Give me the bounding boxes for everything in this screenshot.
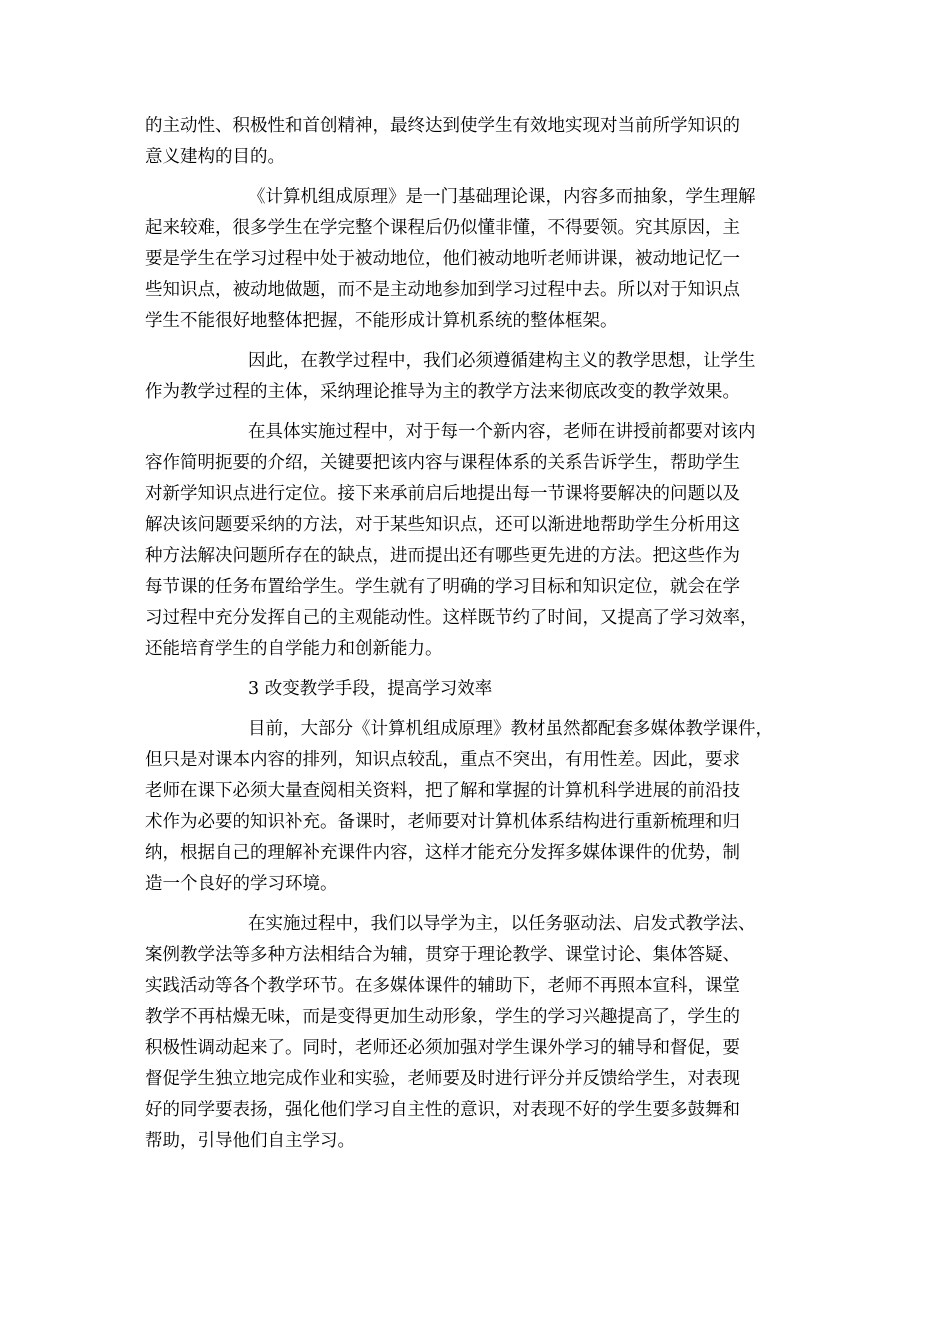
text-line: 督促学生独立地完成作业和实验，老师要及时进行评分并反馈给学生，对表现 xyxy=(145,1069,740,1089)
document-body xyxy=(145,111,810,1157)
text-line: 好的同学要表扬，强化他们学习自主性的意识，对表现不好的学生要多鼓舞和 xyxy=(145,1100,740,1120)
section-title: 3 改变教学手段，提高学习效率 xyxy=(248,679,493,699)
text-line: 意义建构的目的。 xyxy=(145,147,285,167)
paragraph-6 xyxy=(145,909,810,1157)
text-line: 造一个良好的学习环境。 xyxy=(145,874,338,894)
text-line: 些知识点，被动地做题，而不是主动地参加到学习过程中去。所以对于知识点 xyxy=(145,280,740,300)
text-line: 积极性调动起来了。同时，老师还必须加强对学生课外学习的辅导和督促，要 xyxy=(145,1038,740,1058)
paragraph-2 xyxy=(145,182,810,337)
text-line: 在具体实施过程中，对于每一个新内容，老师在讲授前都要对该内 xyxy=(248,422,756,442)
text-line: 解决该问题要采纳的方法，对于某些知识点，还可以渐进地帮助学生分析用这 xyxy=(145,515,740,535)
paragraph-3 xyxy=(145,346,810,408)
text-line: 实践活动等各个教学环节。在多媒体课件的辅助下，老师不再照本宣科，课堂 xyxy=(145,976,740,996)
text-line: 对新学知识点进行定位。接下来承前启后地提出每一节课将要解决的问题以及 xyxy=(145,484,740,504)
paragraph-1 xyxy=(145,111,810,173)
text-line: 《计算机组成原理》是一门基础理论课，内容多而抽象，学生理解 xyxy=(248,187,756,207)
text-line: 作为教学过程的主体，采纳理论推导为主的教学方法来彻底改变的教学效果。 xyxy=(145,382,740,402)
text-line: 但只是对课本内容的排列，知识点较乱，重点不突出，有用性差。因此，要求 xyxy=(145,750,740,770)
text-line: 容作简明扼要的介绍，关键要把该内容与课程体系的关系告诉学生，帮助学生 xyxy=(145,453,740,473)
text-line: 学生不能很好地整体把握，不能形成计算机系统的整体框架。 xyxy=(145,311,618,331)
text-line: 的主动性、积极性和首创精神，最终达到使学生有效地实现对当前所学知识的 xyxy=(145,116,740,136)
text-line: 种方法解决问题所存在的缺点，进而提出还有哪些更先进的方法。把这些作为 xyxy=(145,546,740,566)
text-line: 因此，在教学过程中，我们必须遵循建构主义的教学思想，让学生 xyxy=(248,351,756,371)
paragraph-5 xyxy=(145,714,810,900)
text-line: 习过程中充分发挥自己的主观能动性。这样既节约了时间，又提高了学习效率， xyxy=(145,608,758,628)
text-line: 起来较难，很多学生在学完整个课程后仍似懂非懂，不得要领。究其原因，主 xyxy=(145,218,740,238)
text-line: 在实施过程中，我们以导学为主，以任务驱动法、启发式教学法、 xyxy=(248,914,756,934)
text-line: 纳，根据自己的理解补充课件内容，这样才能充分发挥多媒体课件的优势，制 xyxy=(145,843,740,863)
section-heading xyxy=(145,674,810,705)
text-line: 每节课的任务布置给学生。学生就有了明确的学习目标和知识定位，就会在学 xyxy=(145,577,740,597)
text-line: 要是学生在学习过程中处于被动地位，他们被动地听老师讲课，被动地记忆一 xyxy=(145,249,740,269)
text-line: 教学不再枯燥无味，而是变得更加生动形象，学生的学习兴趣提高了，学生的 xyxy=(145,1007,740,1027)
text-line: 案例教学法等多种方法相结合为辅，贯穿于理论教学、课堂讨论、集体答疑、 xyxy=(145,945,740,965)
text-line: 术作为必要的知识补充。备课时，老师要对计算机体系结构进行重新梳理和归 xyxy=(145,812,740,832)
paragraph-4 xyxy=(145,417,810,665)
text-line: 目前，大部分《计算机组成原理》教材虽然都配套多媒体教学课件， xyxy=(248,719,773,739)
text-line: 帮助，引导他们自主学习。 xyxy=(145,1131,355,1151)
text-line: 还能培育学生的自学能力和创新能力。 xyxy=(145,639,443,659)
text-line: 老师在课下必须大量查阅相关资料，把了解和掌握的计算机科学进展的前沿技 xyxy=(145,781,740,801)
